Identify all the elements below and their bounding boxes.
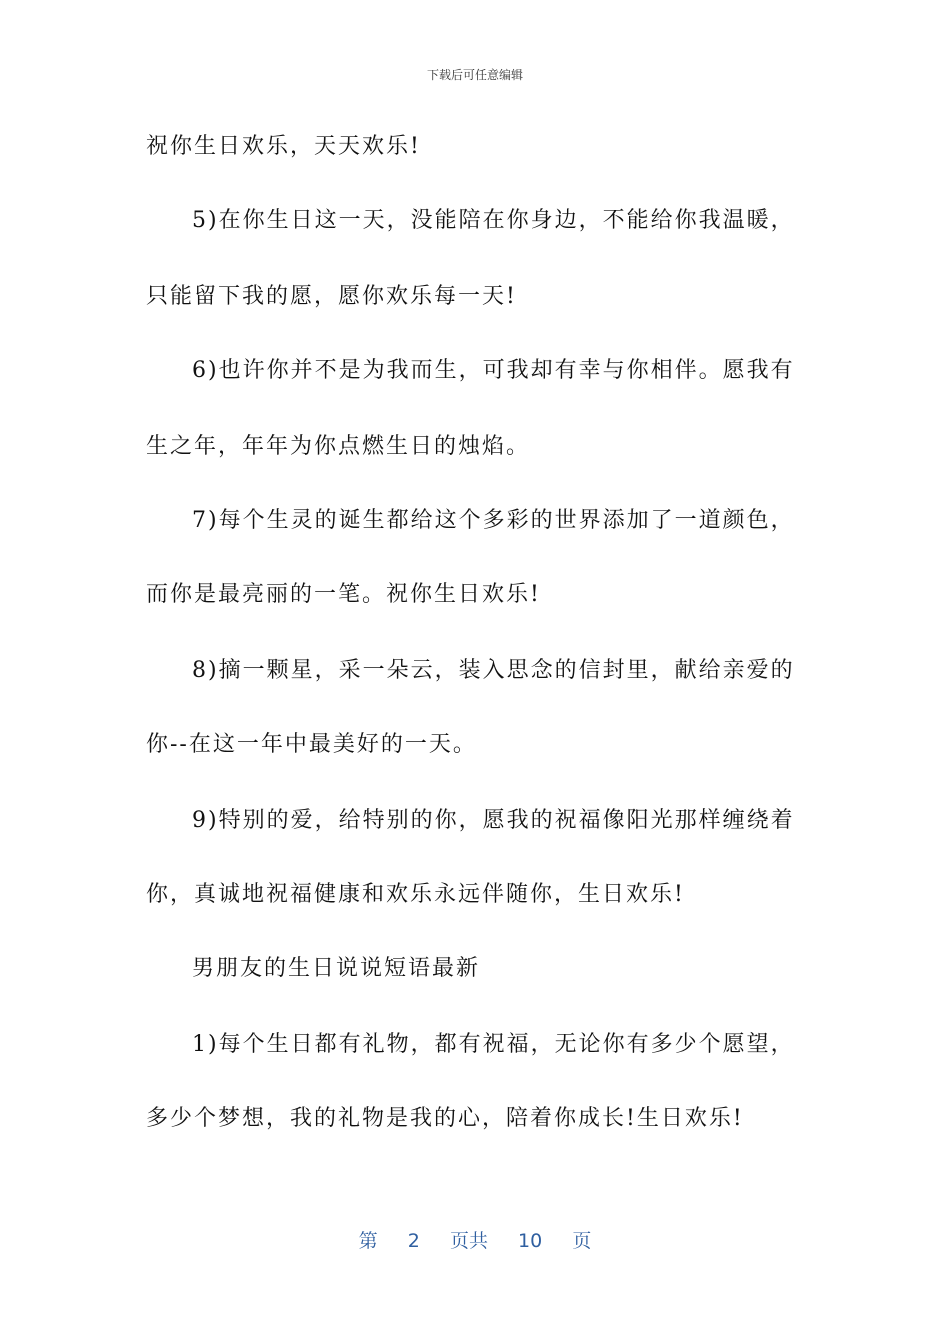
text-line: 7)每个生灵的诞生都给这个多彩的世界添加了一道颜色， bbox=[192, 508, 795, 533]
text-line: 5)在你生日这一天，没能陪在你身边，不能给你我温暖， bbox=[192, 208, 795, 233]
text-line: 而你是最亮丽的一笔。祝你生日欢乐! bbox=[146, 582, 541, 607]
text-line: 6)也许你并不是为我而生，可我却有幸与你相伴。愿我有 bbox=[192, 358, 795, 383]
page-label-suffix: 页 bbox=[572, 1230, 592, 1252]
text-line: 祝你生日欢乐，天天欢乐! bbox=[146, 134, 421, 159]
text-line: 只能留下我的愿，愿你欢乐每一天! bbox=[146, 284, 517, 309]
text-line: 1)每个生日都有礼物，都有祝福，无论你有多少个愿望， bbox=[192, 1032, 795, 1057]
section-heading: 男朋友的生日说说短语最新 bbox=[192, 956, 481, 981]
text-line: 你--在这一年中最美好的一天。 bbox=[146, 732, 477, 757]
text-line: 8)摘一颗星，采一朵云，装入思念的信封里，献给亲爱的 bbox=[192, 658, 795, 683]
page-label-prefix: 第 bbox=[358, 1230, 378, 1252]
text-line: 多少个梦想，我的礼物是我的心，陪着你成长!生日欢乐! bbox=[146, 1106, 744, 1131]
text-line: 你，真诚地祝福健康和欢乐永远伴随你，生日欢乐! bbox=[146, 882, 685, 907]
page-label-mid: 页共 bbox=[449, 1230, 488, 1252]
current-page-number: 2 bbox=[407, 1230, 420, 1252]
text-line: 9)特别的爱，给特别的你，愿我的祝福像阳光那样缠绕着 bbox=[192, 808, 795, 833]
total-pages-number: 10 bbox=[518, 1230, 543, 1252]
text-line: 生之年，年年为你点燃生日的烛焰。 bbox=[146, 434, 531, 459]
page-footer bbox=[0, 1226, 950, 1253]
page-header: 下载后可任意编辑 bbox=[426, 68, 523, 82]
